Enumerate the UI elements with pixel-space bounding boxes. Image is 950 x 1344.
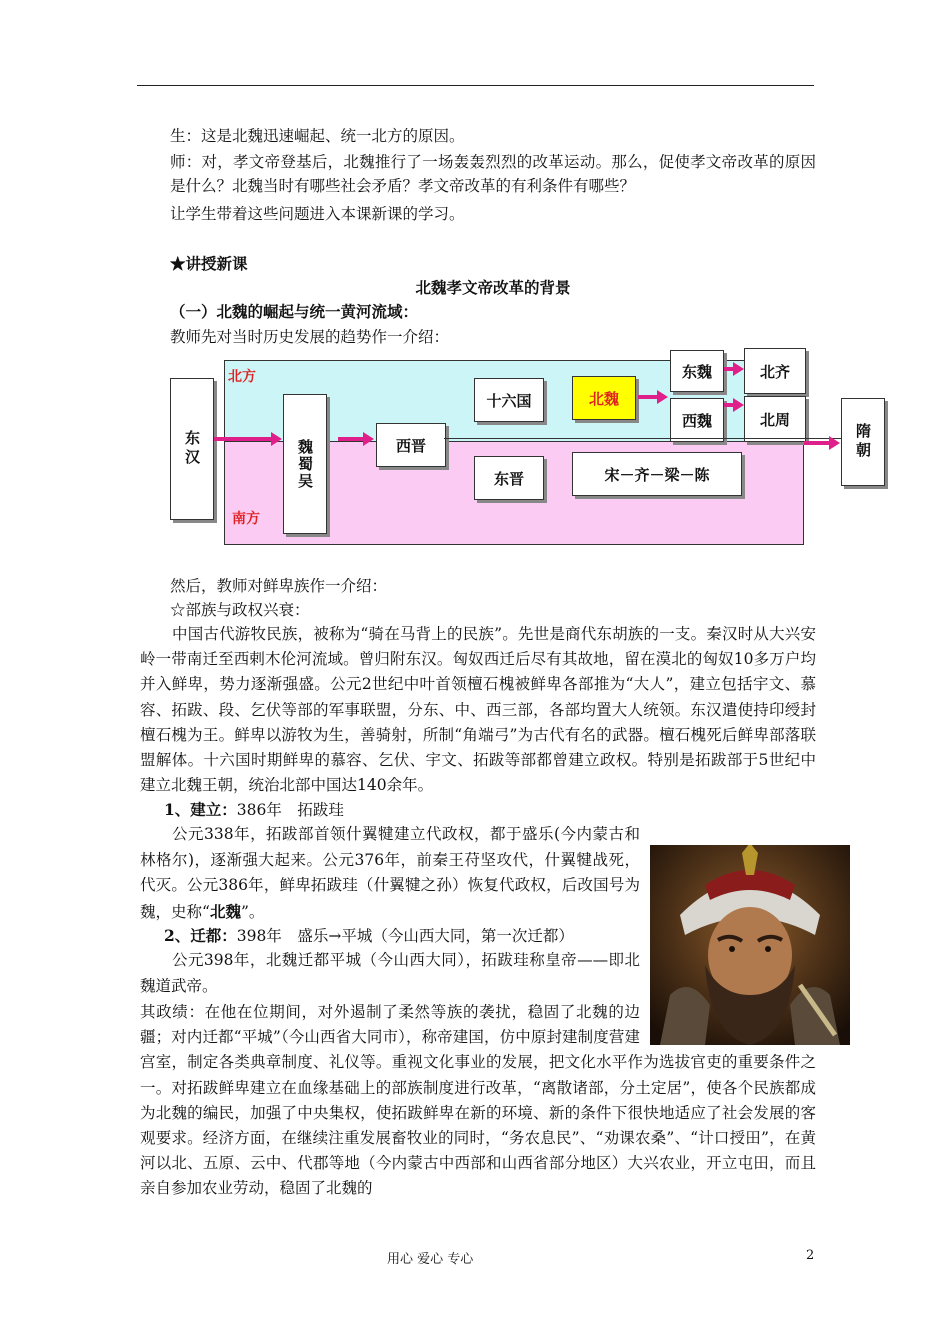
teacher-intro: 教师先对当时历史发展的趋势作一介绍： [170,328,450,346]
box-northern-zhou: 北周 [744,396,806,442]
label-sui: 隋朝 [854,423,872,461]
arrow-head [271,432,282,446]
box-western-wei: 西魏 [670,398,724,442]
tribe-heading: ☆部族与政权兴衰： [170,601,310,619]
point-2-label: 2、迁都： [164,926,237,945]
arrow-three-to-jin [338,434,374,444]
box-sui [841,398,885,486]
intro-line-2: 师：对，孝文帝登基后，北魏推行了一场轰轰烈烈的改革运动。那么，促使孝文帝改革的原因是什么？北魏当时有哪些社会矛盾？孝文帝改革的有利条件有哪些？ [170,153,816,195]
south-label: 南方 [232,511,260,527]
point-2 [164,924,644,948]
point-1-paragraph [140,822,640,925]
arrow-wei-to-split [638,392,668,402]
box-three-kingdoms [283,394,327,534]
flow-line [444,438,841,439]
arrow-head [733,398,744,412]
box-eastern-jin: 东晋 [474,456,544,500]
point-1-text: 386年 拓跋珪 [236,801,344,819]
footer-motto: 用心 爱心 专心 [387,1252,474,1267]
arrow-to-sui [804,438,840,448]
point-1 [164,798,810,822]
tuoba-gui-portrait [650,845,850,1045]
section-heading: ★讲授新课 [170,254,248,273]
dynasty-flow-diagram [168,346,893,546]
north-label: 北方 [228,369,256,385]
arrow-eastwei-to-qi [724,364,744,374]
arrow-head [363,432,374,446]
arrow-shaft [338,437,364,441]
lesson-title: 北魏孝文帝改革的背景 [415,278,571,297]
box-eastern-wei: 东魏 [670,350,724,392]
point-1-after: ”。 [240,902,265,921]
intro-line-3: 让学生带着这些问题进入本课新课的学习。 [170,205,465,223]
point-1-before: 公元338年，拓跋部首领什翼犍建立代政权，都于盛乐(今内蒙古和林格尔)，逐渐强大起来。公元376年，前秦王苻坚攻代，什翼犍战死，代灭。公元386年，鲜卑拓跋珪（什翼犍之孙）恢复代政权，后改国号为魏，史称“ [140,825,640,921]
xianbei-intro: 然后，教师对鲜卑族作一介绍： [170,577,388,595]
point-2-paragraph: 公元398年，北魏迁都平城（今山西大同），拓跋珪称皇帝——即北魏道武帝。 [140,951,640,995]
box-east-han [170,378,214,520]
arrow-han-to-three [214,434,282,444]
point-2-text: 398年 盛乐→平城（今山西大同，第一次迁都） [236,927,574,945]
arrow-head [829,436,840,450]
box-southern-dynasties: 宋－齐－梁－陈 [572,452,742,496]
policy-text: 其政绩：在他在位期间，对外遏制了柔然等族的袭扰，稳固了北魏的边疆；对内迁都“平城”（今山西省大同市），称帝建国，仿中原封建制度营建宫室，制定各类典章制度、礼仪等。重视文化事业的发展，把文化水平作为选拔官吏的重要条件之一。对拓跋鲜卑建立在血缘基础上的部族制度进行改革，“离散诸部，分土定居”，使各个民族都成为北魏的编民，加强了中央集权，使拓跋鲜卑在新的环境、新的条件下很快地适应了社会发展的客观要求。经济方面，在继续注重发展畜牧业的同时，“务农息民”、“劝课农桑”、“计口授田”，在黄河以北、五原、云中、代郡等地（今内蒙古中西部和山西省部分地区）大兴农业，开立屯田，而且亲自参加农业劳动，稳固了北魏的 [140,1003,816,1198]
header-rule [137,85,814,86]
subsection-heading: （一）北魏的崛起与统一黄河流域： [170,302,419,321]
arrow-head [657,390,668,404]
point-1-label: 1、建立： [164,800,237,819]
box-northern-wei: 北魏 [572,376,636,420]
box-sixteen-kingdoms: 十六国 [474,378,544,422]
label-east-han: 东汉 [183,430,201,468]
tribe-paragraph: 中国古代游牧民族，被称为“骑在马背上的民族”。先世是商代东胡族的一支。秦汉时从大兴安岭一带南迁至西剌木伦河流域。曾归附东汉。匈奴西迁后尽有其故地，留在漠北的匈奴10多万户均并入鲜卑，势力逐渐强盛。公元2世纪中叶首领檀石槐被鲜卑各部推为“大人”，建立包括宇文、慕容、拓跋、段、乞伏等部的军事联盟，分东、中、西三部，各部均置大人统领。东汉遣使持印绶封檀石槐为王。鲜卑以游牧为生，善骑射，所制“角端弓”为古代有名的武器。檀石槐死后鲜卑部落联盟解体。十六国时期鲜卑的慕容、乞伏、宇文、拓跋等部都曾建立政权。特别是拓跋部于5世纪中建立北魏王朝，统治北部中国达140余年。 [140,625,816,795]
arrow-shaft [804,441,830,445]
box-northern-qi: 北齐 [744,348,806,394]
page-number: 2 [806,1248,815,1263]
intro-line-1: 生：这是北魏迅速崛起、统一北方的原因。 [170,127,465,145]
box-western-jin: 西晋 [376,423,446,467]
northern-wei-bold: 北魏 [209,901,241,921]
arrow-westwei-to-zhou [724,400,744,410]
label-three-kingdoms: 魏蜀吴 [296,438,314,490]
arrow-shaft [214,437,272,441]
arrow-shaft [638,395,658,399]
arrow-head [733,362,744,376]
